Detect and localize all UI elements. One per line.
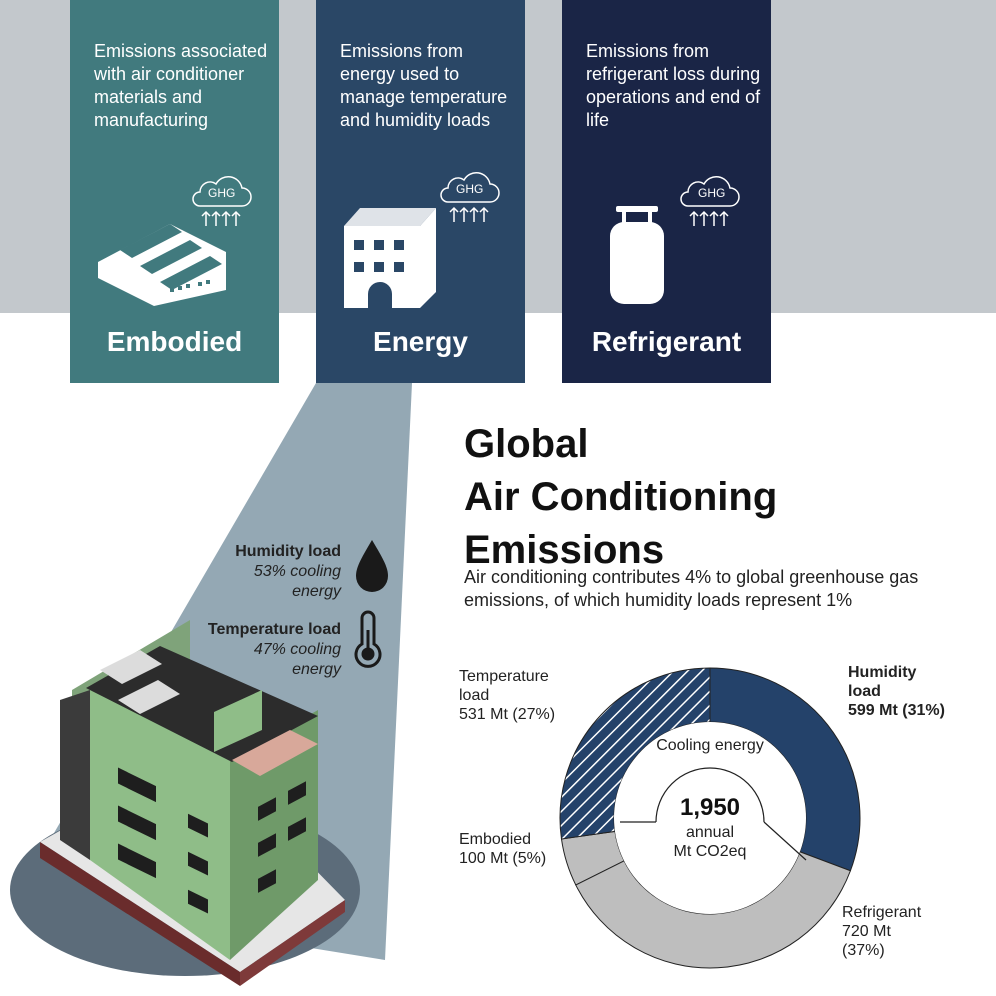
humidity-load-value: 53% cooling energy bbox=[253, 563, 341, 600]
panel-description: Emissions associated with air conditioner materials and manufacturing bbox=[94, 41, 268, 130]
slice-label-temperature: Temperature load 531 Mt (27%) bbox=[459, 668, 556, 723]
panel-title: Embodied bbox=[106, 326, 243, 357]
ghg-label-refrigerant: GHG bbox=[698, 186, 726, 200]
slice-label-humidity: Humidity load 599 Mt (31%) bbox=[848, 664, 945, 719]
panel-title: Refrigerant bbox=[591, 326, 742, 357]
ghg-label-energy: GHG bbox=[456, 182, 484, 196]
humidity-load-name: Humidity load bbox=[235, 543, 341, 560]
chart-title: Global Air Conditioning Emissions bbox=[464, 422, 778, 572]
ghg-label-embodied: GHG bbox=[208, 186, 236, 200]
panel-title: Energy bbox=[373, 326, 468, 357]
donut-inner-label: Cooling energy bbox=[656, 737, 764, 754]
chart-subtitle: Air conditioning contributes 4% to global greenhouse gas emissions, of which humidity loads represent 1% bbox=[464, 567, 919, 610]
panel-description: Emissions from refrigerant loss during operations and end of life bbox=[586, 41, 761, 130]
donut-total: 1,950 bbox=[679, 794, 741, 821]
slice-label-embodied: Embodied 100 Mt (5%) bbox=[459, 831, 547, 867]
panel-description: Emissions from energy used to manage temperature and humidity loads bbox=[340, 41, 508, 130]
donut-total-unit: annual Mt CO2eq bbox=[673, 824, 747, 860]
temperature-load-name: Temperature load bbox=[207, 621, 341, 638]
temperature-load-value: 47% cooling energy bbox=[253, 641, 341, 678]
slice-label-refrigerant: Refrigerant 720 Mt (37%) bbox=[842, 904, 922, 959]
